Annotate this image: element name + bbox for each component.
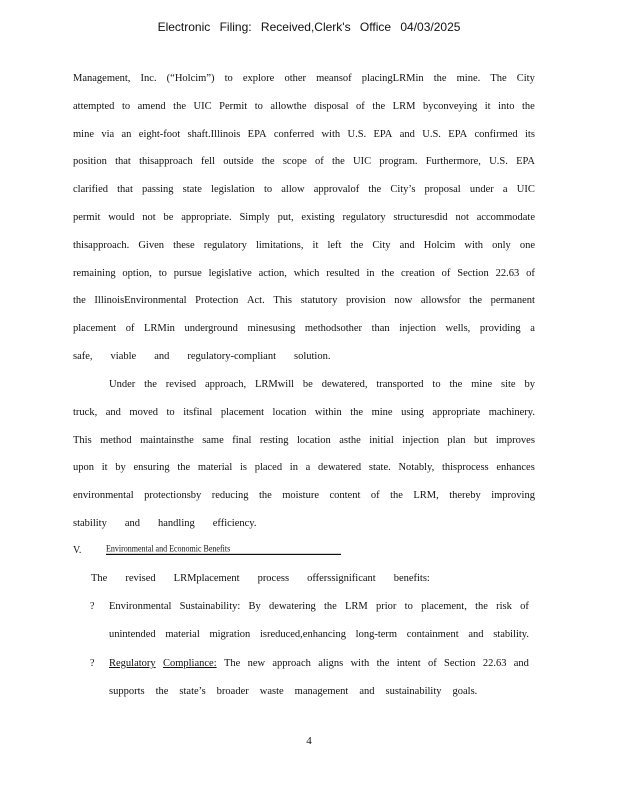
bullet-marker: ? <box>90 601 95 612</box>
section-title: Environmental and Economic Benefits <box>106 543 341 555</box>
text-line: clarified that passing state legislation to allow approvalof the City’s proposal under a UIC <box>73 184 535 196</box>
text-line: permit would not be appropriate. Simply put, existing regulatory structuresdid not accommodate <box>73 212 535 223</box>
text-line: truck, and moved to itsfinal placement location within the mine using appropriate machinery. <box>73 406 535 418</box>
bullet-line: unintended material migration isreduced,enhancing long-term containment and stability. <box>109 629 529 640</box>
text-line: position that thisapproach fell outside the scope of the UIC program. Furthermore, U.S. EPA <box>73 156 535 168</box>
text-line: thisapproach. Given these regulatory limitations, it left the City and Holcim with only one <box>73 239 535 251</box>
bullet-label-word: Regulatory <box>109 658 156 669</box>
text-line: mine via an eight-foot shaft.Illinois EPA conferred with U.S. EPA and U.S. EPA confirmed its <box>73 128 535 140</box>
text-line: Management, Inc. (“Holcim”) to explore other meansof placingLRMin the mine. The City <box>73 73 535 84</box>
text-line: safe, viable and regulatory-compliant solution. <box>73 351 331 362</box>
benefits-intro: The revised LRMplacement process offerssignificant benefits: <box>91 573 430 584</box>
bullet-line: Regulatory Compliance: The new approach aligns with the intent of Section 22.63 and <box>109 658 529 669</box>
bullet-label-word: Environmental <box>109 601 172 612</box>
text-line: This method maintainsthe same final resting location asthe initial injection plan but improves <box>73 434 535 446</box>
text-line: remaining option, to pursue legislative action, which resulted in the creation of Section 22.63 of <box>73 267 535 279</box>
text-line: placement of LRMin underground minesusing methodsother than injection wells, providing a <box>73 323 535 335</box>
section-number: V. <box>73 545 82 556</box>
text-line: the IllinoisEnvironmental Protection Act. This statutory provision now allowsfor the permanent <box>73 295 535 307</box>
text-line: Under the revised approach, LRMwill be dewatered, transported to the mine site by <box>109 379 535 390</box>
bullet-marker: ? <box>90 658 95 669</box>
bullet-label-word: Compliance: <box>162 658 217 669</box>
page-number: 4 <box>306 735 312 747</box>
text-line: upon it by ensuring the material is placed in a dewatered state. Notably, thisprocess enhances <box>73 462 535 474</box>
filing-header: Electronic Filing: Received,Clerk's Office 04/03/2025 <box>157 20 461 34</box>
text-line: stability and handling efficiency. <box>73 518 257 529</box>
bullet-line: Environmental Sustainability: By dewatering the LRM prior to placement, the risk of <box>109 601 529 612</box>
bullet-label-word: Sustainability: <box>179 601 241 612</box>
text-line: attempted to amend the UIC Permit to allowthe disposal of the LRM byconveying it into the <box>73 100 535 112</box>
bullet-line: supports the state’s broader waste management and sustainability goals. <box>109 686 478 697</box>
text-line: environmental protectionsby reducing the moisture content of the LRM, thereby improving <box>73 490 535 502</box>
